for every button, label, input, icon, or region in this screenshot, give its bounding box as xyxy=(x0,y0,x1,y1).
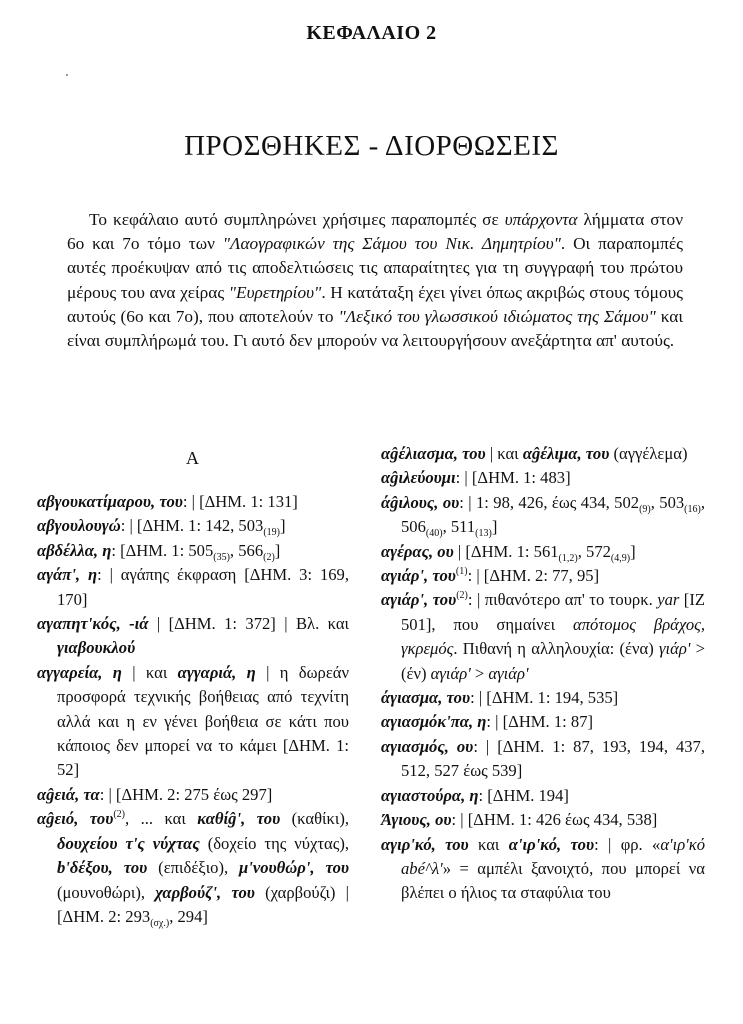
text-run: , 506 xyxy=(401,492,705,537)
headword: άγιασμα, του xyxy=(381,688,471,708)
headword: αγιάρ', του xyxy=(381,590,457,610)
subscript: (16) xyxy=(684,503,701,515)
headword: αβγουκατίμαρου, του xyxy=(37,492,183,511)
text-run: | [ΔΗΜ. 1: 372] | Βλ. και xyxy=(148,614,349,634)
dictionary-entry xyxy=(381,540,705,564)
text-run: | και xyxy=(121,662,178,682)
text-run: : | [ΔΗΜ. 1: 426 έως 434, 538] xyxy=(451,810,658,830)
dictionary-entry xyxy=(381,710,705,734)
subscript: (40) xyxy=(425,528,443,540)
text-run: "Λεξικό του γλωσσικού ιδιώματος της Σάμου" xyxy=(338,306,656,326)
headword: αĝέλιμα, του xyxy=(522,444,610,463)
superscript: (2) xyxy=(113,809,125,821)
text-run: . Η κατάταξη έχει γίνει όπως ακριβώς στους τόμους αυτούς (6ο και 7ο), που αποτελούν το xyxy=(67,282,683,326)
text-run: : [ΔΗΜ. 194] xyxy=(478,785,569,805)
text-run: | [ΔΗΜ. 1: 561 xyxy=(453,541,559,561)
headword: αγγαρεία, η xyxy=(37,662,122,682)
subscript: (1,2) xyxy=(558,552,578,564)
intro-paragraph xyxy=(67,208,683,353)
text-run: γιάρ' xyxy=(659,639,691,659)
headword: μ'νουθώρ', του xyxy=(239,858,350,878)
dictionary-entry xyxy=(381,466,705,490)
headword: δουχείου τ'ς νύχτας xyxy=(57,833,200,853)
dictionary-entry xyxy=(37,807,349,929)
headword: αĝέλιασμα, του xyxy=(381,444,486,463)
section-letter: Α xyxy=(186,448,199,468)
dictionary-entry xyxy=(381,833,705,906)
text-run: α'ιρ'κό abé^λ' xyxy=(401,834,705,878)
headword: αγιασμόκ'πα, η xyxy=(381,712,487,732)
dictionary-entry xyxy=(381,564,705,588)
text-run: , 503 xyxy=(650,492,685,512)
text-run: : | [ΔΗΜ. 1: 131] xyxy=(182,492,298,511)
text-run: λήμματα στον 6ο και 7ο τόμο των xyxy=(67,210,684,254)
dictionary-entry xyxy=(37,563,349,612)
text-run: : | [ΔΗΜ. 2: 275 έως 297] xyxy=(99,784,273,804)
text-run: απότομος βράχος, γκρεμός xyxy=(401,614,706,659)
chapter-title: ΚΕΦΑΛΑΙΟ 2 xyxy=(306,22,437,44)
headword: χαρβούζ', του xyxy=(155,882,255,902)
dictionary-entry xyxy=(381,686,705,710)
dictionary-entry xyxy=(37,783,349,807)
headword: Άγιους, ου xyxy=(381,810,452,830)
scan-speck xyxy=(66,74,68,76)
headword: γιαβουκλού xyxy=(57,638,136,658)
text-run: ] xyxy=(274,540,281,560)
headword: αγιρ'κό, του xyxy=(381,834,469,854)
dictionary-entry xyxy=(37,490,349,514)
text-run: : | [ΔΗΜ. 1: 87] xyxy=(486,712,594,732)
text-run: » = αμπέλι ξανοιχτό, που μπορεί να βλέπει ο ήλιος τα σταφύλια του xyxy=(401,858,705,903)
text-run: ] xyxy=(279,516,286,536)
superscript: (1) xyxy=(455,566,468,578)
subscript: (35) xyxy=(213,551,230,563)
headword: άĝιλους, ου xyxy=(381,492,460,512)
text-run: , 294] xyxy=(169,906,208,926)
headword: α'ιρ'κό, του xyxy=(508,834,595,854)
text-run: , 511 xyxy=(442,517,476,537)
text-run: , ... και xyxy=(125,809,198,829)
text-run: [ΙΖ 501], που σημαίνει xyxy=(401,590,705,634)
text-run: και είναι συμπλήρωμά του. Γι αυτό δεν μπορούν να λειτουργήσουν ανεξάρτητα απ' αυτούς. xyxy=(67,306,683,351)
headword: αγέρας, ου xyxy=(381,541,454,561)
text-run: ] xyxy=(630,541,636,561)
headword: αγιάρ', του xyxy=(381,566,456,586)
headword: b'δέξου, του xyxy=(57,858,148,878)
headword: αβδέλλα, η xyxy=(37,540,112,560)
right-column xyxy=(381,442,705,906)
headword: αĝειό, του xyxy=(37,809,114,829)
text-run: : | [ΔΗΜ. 2: 77, 95] xyxy=(467,566,600,586)
subscript: (19) xyxy=(263,527,280,539)
subscript: (4,9) xyxy=(610,552,631,564)
subscript: (9) xyxy=(639,503,651,515)
text-run: . Πιθανή η αλληλουχία: (ένα) xyxy=(453,639,659,659)
subscript: (2) xyxy=(263,551,275,563)
text-run: "Λαογραφικών της Σάμου του Νικ. Δημητρίου" xyxy=(222,234,561,254)
text-run: | η δωρεάν προσφορά τεχνικής βοήθειας από τεχνίτη αλλά και η εν γένει βοήθεια σε κάτι που κάποιος δεν μπορεί να το κάμει [ΔΗΜ. 1: 52] xyxy=(57,662,349,780)
text-run: , 566 xyxy=(229,540,264,560)
text-run: : | [ΔΗΜ. 1: 142, 503 xyxy=(120,516,264,536)
headword: αĝιλεύουμι xyxy=(381,468,456,488)
text-run: ] xyxy=(491,517,498,537)
text-run: | και xyxy=(485,444,523,463)
dictionary-entry xyxy=(37,514,349,538)
text-run: (δοχείο της νύχτας), xyxy=(199,833,349,853)
dictionary-entry xyxy=(381,442,705,466)
headword: αγιαστούρα, η xyxy=(381,785,479,805)
text-run: αγιάρ' xyxy=(430,663,471,683)
dictionary-entry xyxy=(381,491,705,540)
text-run: (επιδέξιο), xyxy=(147,858,240,878)
dictionary-entry xyxy=(381,808,705,832)
dictionary-entry xyxy=(381,588,705,686)
text-run: και xyxy=(468,834,509,854)
dictionary-entry xyxy=(37,539,349,563)
superscript: (2) xyxy=(456,590,468,602)
subscript: (σχ.) xyxy=(150,917,170,929)
text-run: : | πιθανότερο απ' το τουρκ. xyxy=(467,590,658,610)
text-run: "Ευρετηρίου" xyxy=(228,282,322,302)
text-run: yar xyxy=(657,590,680,610)
text-run: αγιάρ' xyxy=(488,663,529,683)
text-run: Το κεφάλαιο αυτό συμπληρώνει χρήσιμες παραπομπές σε xyxy=(89,210,505,229)
text-run: (χαρβούζι) | [ΔΗΜ. 2: 293 xyxy=(57,882,349,926)
text-run: (μουνοθώρι), xyxy=(57,882,156,902)
headword: αγάπ', η xyxy=(37,565,98,585)
dictionary-entry xyxy=(37,612,349,661)
text-run: (αγγέλεμα) xyxy=(609,444,688,463)
text-run: (καθίκι), xyxy=(280,809,350,829)
left-column xyxy=(37,490,349,929)
section-heading: ΠΡΟΣΘΗΚΕΣ - ΔΙΟΡΘΩΣΕΙΣ xyxy=(184,130,559,162)
text-run: : | φρ. « xyxy=(594,834,661,854)
text-run: > (έν) xyxy=(401,639,705,683)
text-run: υπάρχοντα xyxy=(504,210,578,229)
text-run: > xyxy=(470,663,489,683)
text-run: : | αγάπης έκφραση [ΔΗΜ. 3: 169, 170] xyxy=(57,565,350,609)
text-run: : [ΔΗΜ. 1: 505 xyxy=(111,540,214,560)
headword: καθίĝ', του xyxy=(197,809,281,829)
headword: αγιασμός, ου xyxy=(381,736,474,756)
dictionary-entry xyxy=(381,784,705,808)
subscript: (13) xyxy=(475,528,492,540)
text-run: , 572 xyxy=(577,541,611,561)
text-run: : | [ΔΗΜ. 1: 87, 193, 194, 437, 512, 527 έως 539] xyxy=(401,736,705,781)
dictionary-entry xyxy=(37,661,349,783)
text-run: : | 1: 98, 426, έως 434, 502 xyxy=(459,492,640,512)
dictionary-entry xyxy=(381,735,705,784)
text-run: : | [ΔΗΜ. 1: 194, 535] xyxy=(470,688,619,708)
text-run: : | [ΔΗΜ. 1: 483] xyxy=(455,468,571,488)
headword: αγαπητ'κός, -ιά xyxy=(37,614,149,634)
headword: αβγουλουγώ xyxy=(37,516,121,536)
text-run: . Οι παραπομπές αυτές προέκυψαν από τις αποδελτιώσεις τις απαραίτητες για τη συγγραφή του πρώτου μέρους του ανα χείρας xyxy=(67,234,683,302)
headword: αγγαριά, η xyxy=(177,662,256,682)
headword: αĝειά, τα xyxy=(37,784,100,804)
